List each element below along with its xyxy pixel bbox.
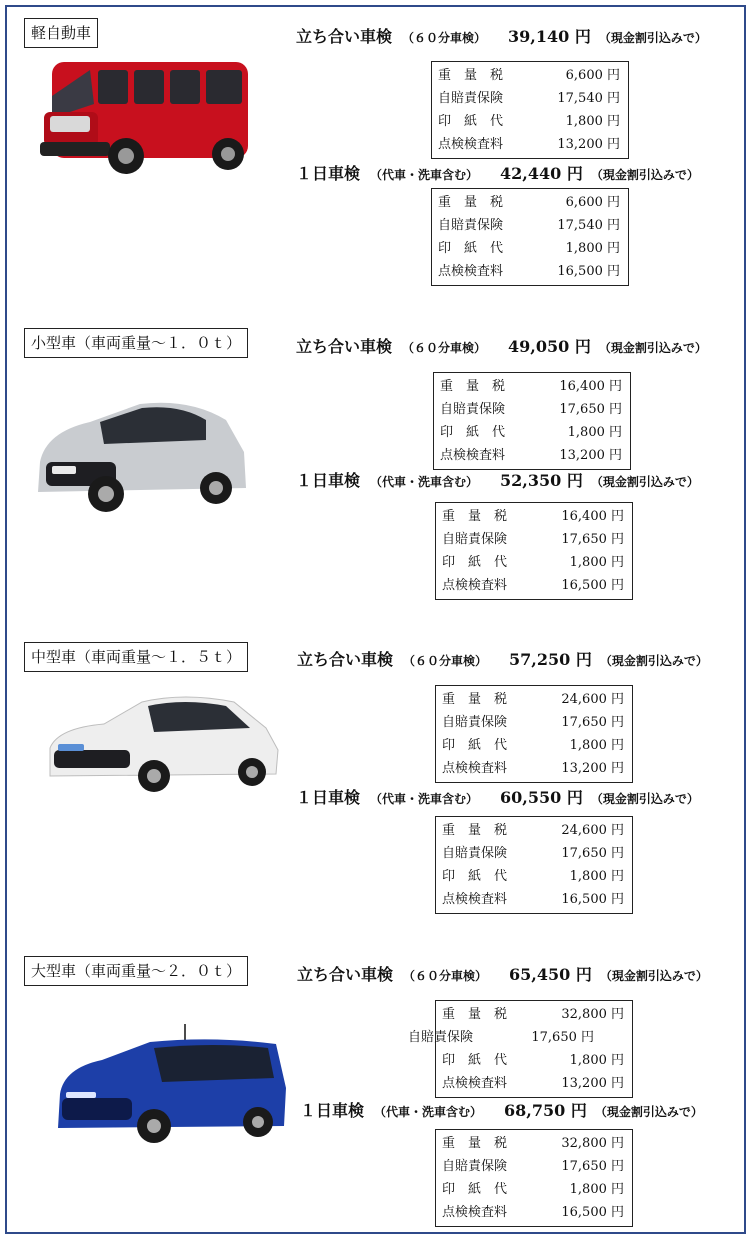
fee-value: 24,600 円 (561, 692, 624, 707)
oneday-price: 42,440 円 (500, 164, 583, 183)
fee-label: 点検検査料 (442, 1076, 508, 1091)
fee-row-stamp (442, 734, 624, 757)
attended-price: 57,250 円 (509, 650, 592, 669)
fee-row-inspection (442, 888, 624, 911)
fee-label: 印 紙 代 (438, 241, 504, 256)
fee-row-insurance (442, 528, 624, 551)
fee-row-inspection (442, 757, 624, 780)
fee-label: 自賠責保険 (442, 846, 508, 861)
fee-row-stamp (438, 110, 620, 133)
fee-row-insurance (442, 1155, 624, 1178)
fee-row-insurance (442, 842, 624, 865)
oneday-fee-table (435, 816, 633, 914)
plan-name: 立ち合い車検 (297, 650, 394, 669)
price-note: （現金割引込みで） (590, 475, 699, 489)
oneday-fee-table (435, 502, 633, 600)
fee-value: 32,800 円 (561, 1007, 624, 1022)
fee-label: 重 量 税 (438, 68, 504, 83)
blue-minivan-image (54, 1022, 290, 1144)
fee-row-insurance (438, 87, 620, 110)
fee-label: 点検検査料 (442, 761, 508, 776)
attended-fee-table (435, 685, 633, 783)
price-note: （現金割引込みで） (590, 792, 699, 806)
fee-value: 16,500 円 (561, 1205, 624, 1220)
fee-label: 印 紙 代 (442, 738, 508, 753)
fee-row-tax (438, 64, 620, 87)
plan-name: 立ち合い車検 (297, 965, 394, 984)
fee-value: 17,650 円 (561, 1159, 624, 1174)
fee-value: 17,540 円 (557, 91, 620, 106)
fee-value: 6,600 円 (565, 195, 620, 210)
fee-label: 自賠責保険 (438, 91, 504, 106)
fee-value: 1,800 円 (569, 1182, 624, 1197)
attended-fee-table (431, 61, 629, 159)
fee-label: 印 紙 代 (442, 869, 508, 884)
category-label: 軽自動車 (24, 18, 98, 48)
fee-value: 17,650 円 (561, 846, 624, 861)
fee-row-stamp (442, 1178, 624, 1201)
fee-value: 6,600 円 (565, 68, 620, 83)
fee-value: 1,800 円 (567, 425, 622, 440)
fee-row-inspection (438, 133, 620, 156)
fee-value: 13,200 円 (557, 137, 620, 152)
price-note: （現金割引込みで） (599, 654, 708, 668)
fee-label: 重 量 税 (442, 1136, 508, 1151)
fee-value: 1,800 円 (569, 738, 624, 753)
oneday-plan-heading (296, 468, 699, 491)
fee-label: 点検検査料 (442, 578, 508, 593)
price-note: （現金割引込みで） (599, 969, 708, 983)
fee-label: 重 量 税 (440, 379, 506, 394)
attended-plan-heading (296, 24, 707, 47)
fee-value: 13,200 円 (561, 761, 624, 776)
fee-label: 重 量 税 (438, 195, 504, 210)
fee-label: 点検検査料 (440, 448, 506, 463)
oneday-fee-table (435, 1129, 633, 1227)
category-label: 中型車（車両重量～１．５ｔ） (24, 642, 248, 672)
oneday-price: 52,350 円 (500, 471, 583, 490)
fee-row-insurance (438, 214, 620, 237)
price-note: （現金割引込みで） (594, 1105, 703, 1119)
white-sedan-image (44, 688, 282, 792)
fee-label: 自賠責保険 (440, 402, 506, 417)
fee-label: 自賠責保険 (408, 1030, 474, 1045)
fee-value: 1,800 円 (569, 555, 624, 570)
fee-row-inspection (440, 444, 622, 467)
attended-plan-heading (297, 962, 708, 985)
category-label: 大型車（車両重量～２．０ｔ） (24, 956, 248, 986)
fee-label: 印 紙 代 (442, 555, 508, 570)
fee-value: 17,540 円 (557, 218, 620, 233)
plan-subtitle: （６０分車検） (403, 969, 488, 983)
fee-row-insurance (408, 1026, 594, 1049)
fee-label: 重 量 税 (442, 1007, 508, 1022)
fee-value: 16,500 円 (561, 892, 624, 907)
price-note: （現金割引込みで） (598, 31, 707, 45)
fee-value: 13,200 円 (561, 1076, 624, 1091)
fee-row-inspection (442, 1072, 624, 1095)
fee-row-inspection (442, 1201, 624, 1224)
plan-name: 立ち合い車検 (296, 337, 393, 356)
fee-value: 32,800 円 (561, 1136, 624, 1151)
red-kei-wagon-image (38, 56, 253, 178)
fee-value: 13,200 円 (559, 448, 622, 463)
fee-label: 重 量 税 (442, 509, 508, 524)
plan-subtitle: （代車・洗車含む） (370, 168, 479, 182)
plan-subtitle: （代車・洗車含む） (370, 792, 479, 806)
fee-label: 印 紙 代 (442, 1053, 508, 1068)
fee-value: 16,500 円 (557, 264, 620, 279)
fee-value: 1,800 円 (569, 869, 624, 884)
plan-subtitle: （６０分車検） (402, 31, 487, 45)
fee-row-insurance (442, 711, 624, 734)
attended-fee-table (433, 372, 631, 470)
fee-value: 17,650 円 (561, 532, 624, 547)
fee-row-tax (438, 191, 620, 214)
price-note: （現金割引込みで） (598, 341, 707, 355)
fee-label: 点検検査料 (438, 264, 504, 279)
fee-label: 重 量 税 (442, 823, 508, 838)
fee-row-stamp (438, 237, 620, 260)
plan-name: 立ち合い車検 (296, 27, 393, 46)
fee-row-tax (442, 688, 624, 711)
attended-price: 65,450 円 (509, 965, 592, 984)
fee-label: 印 紙 代 (438, 114, 504, 129)
fee-value: 17,650 円 (561, 715, 624, 730)
fee-value: 16,400 円 (561, 509, 624, 524)
fee-label: 点検検査料 (438, 137, 504, 152)
fee-row-tax (442, 1003, 624, 1026)
fee-value: 17,650 円 (531, 1030, 594, 1045)
oneday-price: 60,550 円 (500, 788, 583, 807)
fee-label: 自賠責保険 (438, 218, 504, 233)
oneday-plan-heading (296, 161, 699, 184)
plan-name: １日車検 (296, 471, 361, 490)
fee-row-tax (442, 505, 624, 528)
fee-row-inspection (438, 260, 620, 283)
fee-row-tax (442, 1132, 624, 1155)
fee-label: 印 紙 代 (442, 1182, 508, 1197)
fee-row-inspection (442, 574, 624, 597)
plan-subtitle: （６０分車検） (402, 341, 487, 355)
fee-row-stamp (442, 551, 624, 574)
fee-label: 自賠責保険 (442, 715, 508, 730)
fee-value: 24,600 円 (561, 823, 624, 838)
attended-plan-heading (297, 647, 708, 670)
attended-price: 39,140 円 (508, 27, 591, 46)
silver-hatchback-image (30, 392, 252, 518)
plan-subtitle: （代車・洗車含む） (374, 1105, 483, 1119)
fee-label: 重 量 税 (442, 692, 508, 707)
fee-value: 1,800 円 (569, 1053, 624, 1068)
category-label: 小型車（車両重量～１．０ｔ） (24, 328, 248, 358)
plan-name: １日車検 (296, 788, 361, 807)
fee-row-stamp (440, 421, 622, 444)
attended-fee-table (408, 1000, 633, 1098)
fee-row-tax (442, 819, 624, 842)
plan-name: １日車検 (300, 1101, 365, 1120)
plan-subtitle: （６０分車検） (403, 654, 488, 668)
fee-row-tax (440, 375, 622, 398)
attended-price: 49,050 円 (508, 337, 591, 356)
fee-label: 自賠責保険 (442, 1159, 508, 1174)
fee-value: 16,500 円 (561, 578, 624, 593)
fee-row-stamp (442, 1049, 624, 1072)
fee-row-stamp (442, 865, 624, 888)
oneday-plan-heading (300, 1098, 703, 1121)
oneday-fee-table (431, 188, 629, 286)
fee-label: 点検検査料 (442, 1205, 508, 1220)
oneday-plan-heading (296, 785, 699, 808)
fee-value: 1,800 円 (565, 114, 620, 129)
price-note: （現金割引込みで） (590, 168, 699, 182)
fee-value: 17,650 円 (559, 402, 622, 417)
fee-value: 1,800 円 (565, 241, 620, 256)
plan-subtitle: （代車・洗車含む） (370, 475, 479, 489)
fee-label: 印 紙 代 (440, 425, 506, 440)
fee-label: 点検検査料 (442, 892, 508, 907)
plan-name: １日車検 (296, 164, 361, 183)
oneday-price: 68,750 円 (504, 1101, 587, 1120)
fee-value: 16,400 円 (559, 379, 622, 394)
fee-row-insurance (440, 398, 622, 421)
fee-label: 自賠責保険 (442, 532, 508, 547)
attended-plan-heading (296, 334, 707, 357)
